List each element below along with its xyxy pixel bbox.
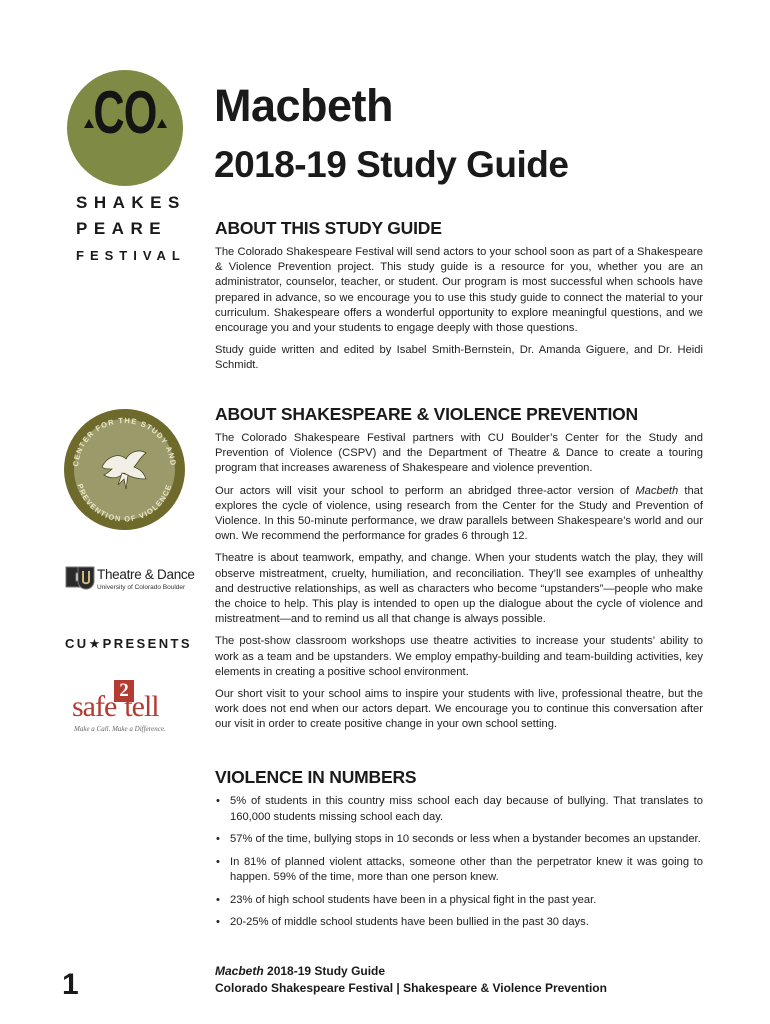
cspv-ring-bottom-text: PREVENTION OF VIOLENCE <box>75 482 174 524</box>
about-violence-paragraph-4: The post-show classroom workshops use theatre activities to increase your students’ ability to work as a team and be upstanders. We employ empathy-building and team-building activities, key elements in creating a positive school environment. <box>215 635 703 678</box>
about-violence-paragraph-2: Our actors will visit your school to perform an abridged three-actor version of Macbeth that explores the cycle of violence, using research from the Center for the Study and Prevention of Violence. In this 50-minute performance, we draw parallels between Shakespeare’s world and our own. We recommend the performance for grades 6 through 12. <box>215 484 703 543</box>
section-heading-about-guide: ABOUT THIS STUDY GUIDE <box>215 218 442 238</box>
list-item: • 20-25% of middle school students have been bullied in the past 30 days. <box>215 915 703 931</box>
svg-text:PREVENTION OF VIOLENCE <box>75 483 173 524</box>
list-item: • 5% of students in this country miss school each day because of bullying. That translates to 160,000 students missing school each day. <box>215 794 703 825</box>
logo-line-peare: PEARE <box>76 219 168 238</box>
logo-right-triangle-icon <box>157 119 167 128</box>
list-item: • 23% of high school students have been in a physical fight in the past year. <box>215 893 703 909</box>
play-title-italic: Macbeth <box>635 484 679 497</box>
page-subtitle: 2018-19 Study Guide <box>214 144 569 185</box>
theatre-dance-logo: Theatre & Dance <box>97 567 195 582</box>
footer-title: Macbeth 2018-19 Study Guide <box>215 964 386 978</box>
cspv-ring-top-text: CENTER FOR THE STUDY AND <box>71 415 178 468</box>
cu-buffalo-logo-icon <box>64 563 96 591</box>
page-title: Macbeth <box>214 80 394 131</box>
safe2tell-number-badge: 2 <box>114 680 134 702</box>
cu-presents-logo: CU★PRESENTS <box>65 636 192 651</box>
list-item: • In 81% of planned violent attacks, someone other than the perpetrator knew it was going to happen. 59% of the time, more than one person knew. <box>215 855 703 886</box>
section-heading-numbers: VIOLENCE IN NUMBERS <box>215 767 417 787</box>
logo-left-triangle-icon <box>84 119 94 128</box>
cspv-seal-graphic <box>64 409 185 530</box>
dove-icon <box>102 451 146 489</box>
safe2tell-logo: safe tell <box>72 690 159 723</box>
about-violence-paragraph-3: Theatre is about teamwork, empathy, and change. When your students watch the play, they will observe mistreatment, cruelty, humiliation, and reconciliation. They’ll see examples of unhealthy and destructive relationships, as well as characters who become “upstanders”—people who make the choice to help. This play is intended to open up the dialogue about the cycle of violence and mistreatment—and to remind us all that change is always possible. <box>215 552 703 626</box>
logo-line-festival: FESTIVAL <box>76 248 186 263</box>
about-guide-body <box>215 245 703 381</box>
about-violence-body <box>215 431 703 740</box>
about-violence-paragraph-5: Our short visit to your school aims to inspire your students with live, professional theatre, but the work does not end when our actors depart. We encourage you to continue this conversation after our visit in order to create positive change in your own school setting. <box>215 688 703 731</box>
section-heading-about-violence: ABOUT SHAKESPEARE & VIOLENCE PREVENTION <box>215 404 638 424</box>
about-guide-credits: Study guide written and edited by Isabel Smith-Bernstein, Dr. Amanda Giguere, and Dr. Heidi Schmidt. <box>215 344 703 372</box>
page-number: 1 <box>62 968 79 1001</box>
numbers-list <box>215 794 703 938</box>
footer-subtitle: Colorado Shakespeare Festival | Shakespeare & Violence Prevention <box>215 981 607 995</box>
about-guide-paragraph: The Colorado Shakespeare Festival will send actors to your school soon as part of a Shakespeare & Violence Prevention project. This study guide is a resource for you, whether you are an administrator, counselor, teacher, or student. Our program is most successful when schools have prepared in advance, so we encourage you to use this study guide to connect the material to your curriculum. Shakespeare offers a wonderful opportunity to explore meaningful questions, and we encourage you and your students to engage deeply with those questions. <box>215 246 703 335</box>
csf-logo-letters: CO <box>93 79 157 146</box>
theatre-dance-subtitle: University of Colorado Boulder <box>97 584 186 591</box>
about-violence-paragraph-1: The Colorado Shakespeare Festival partners with CU Boulder’s Center for the Study and Prevention of Violence (CSPV) and the Department of Theatre & Dance to create a touring program that increases awareness of Shakespeare and violence prevention. <box>215 432 703 475</box>
logo-line-shakes: SHAKES <box>76 193 186 212</box>
safe2tell-tagline: Make a Call. Make a Difference. <box>74 725 166 733</box>
list-item: • 57% of the time, bullying stops in 10 seconds or less when a bystander becomes an upstander. <box>215 832 703 848</box>
